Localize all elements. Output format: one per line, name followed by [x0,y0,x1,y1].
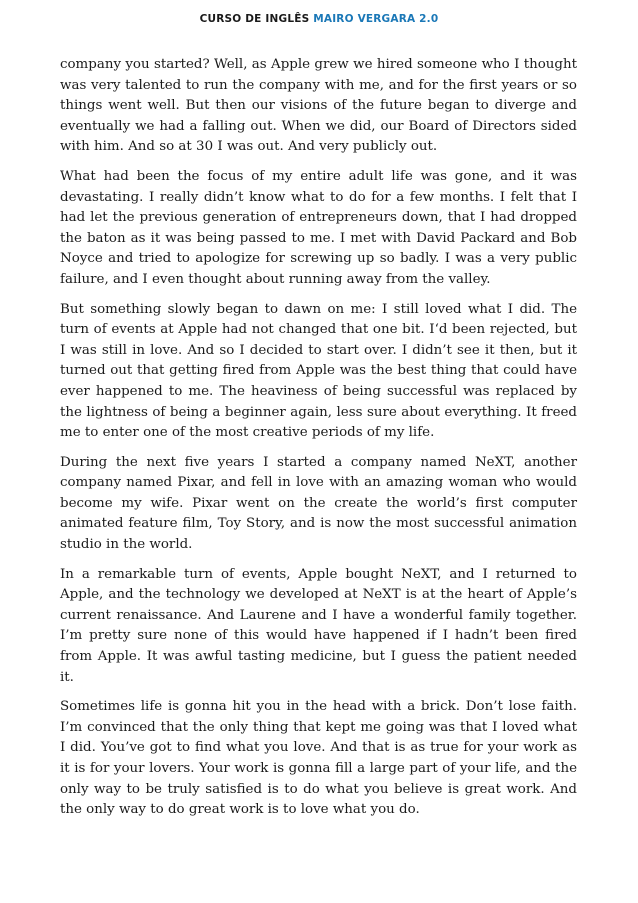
header-author-name: MAIRO VERGARA 2.0 [313,13,439,25]
paragraph: During the next five years I started a company named NeXT, another company named Pixar, and fell in love with an amazing woman who would become my wife. Pixar went on the create the world’s first computer animated feature film, Toy Story, and is now the most successful animation studio in the world. [60,454,577,553]
document-body [60,55,577,830]
paragraph: company you started? Well, as Apple grew we hired someone who I thought was very talented to run the company with me, and for the first years or so things went well. But then our visions of the future began to diverge and eventually we had a falling out. When we did, our Board of Directors sided with him. And so at 30 I was out. And very publicly out. [60,57,577,155]
header-course-title: CURSO DE INGLÊS [199,13,310,25]
paragraph: Sometimes life is gonna hit you in the head with a brick. Don’t lose faith. I’m convinced that the only thing that kept me going was that I loved what I did. You’ve got to find what you love. And that is as true for your work as it is for your lovers. Your work is gonna fill a large part of your life, and the only way to be truly satisfied is to do what you believe is great work. And the only way to do great work is to love what you do. [60,699,577,818]
paragraph: In a remarkable turn of events, Apple bought NeXT, and I returned to Apple, and the technology we developed at NeXT is at the heart of Apple’s current renaissance. And Laurene and I have a wonderful family together. I’m pretty sure none of this would have happened if I hadn’t been fired from Apple. It was awful tasting medicine, but I guess the patient needed it. [60,566,577,685]
paragraph: But something slowly began to dawn on me: I still loved what I did. The turn of events at Apple had not changed that one bit. I‘d been rejected, but I was still in love. And so I decided to start over. I didn’t see it then, but it turned out that getting fired from Apple was the best thing that could have ever happened to me. The heaviness of being successful was replaced by the lightness of being a beginner again, less sure about everything. It freed me to enter one of the most creative periods of my life. [60,301,577,441]
paragraph: What had been the focus of my entire adult life was gone, and it was devastating. I really didn’t know what to do for a few months. I felt that I had let the previous generation of entrepreneurs down, that I had dropped the baton as it was being passed to me. I met with David Packard and Bob Noyce and tried to apologize for screwing up so badly. I was a very public failure, and I even thought about running away from the valley. [60,168,577,287]
page-header [0,13,638,25]
